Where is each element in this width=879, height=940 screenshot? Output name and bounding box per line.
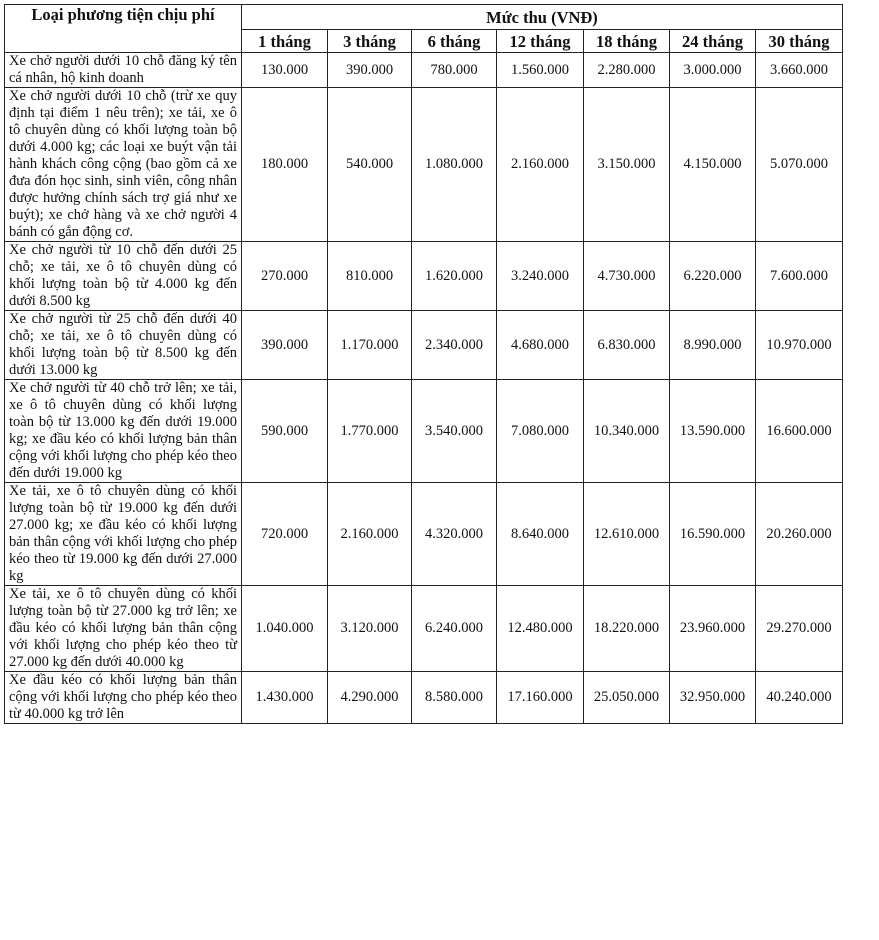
vehicle-type-cell: Xe chở người dưới 10 chỗ (trừ xe quy định tại điểm 1 nêu trên); xe tải, xe ô tô chuyên dùng có khối lượng toàn bộ dưới 4.000 kg; các loại xe buýt vận tải hành khách công cộng (bao gồm cả xe đưa đón học sinh, sinh viên, công nhân được hưởng chính sách trợ giá như xe buýt); xe chở hàng và xe chở người 4 bánh có gắn động cơ. xyxy=(5,88,242,242)
fee-cell: 720.000 xyxy=(242,483,328,586)
fee-cell: 32.950.000 xyxy=(670,672,756,724)
fee-cell: 12.610.000 xyxy=(584,483,670,586)
fee-cell: 780.000 xyxy=(412,53,497,88)
fee-cell: 590.000 xyxy=(242,380,328,483)
fee-cell: 40.240.000 xyxy=(756,672,843,724)
fee-cell: 1.040.000 xyxy=(242,586,328,672)
fee-cell: 7.600.000 xyxy=(756,242,843,311)
table-body xyxy=(5,53,843,724)
fee-cell: 16.590.000 xyxy=(670,483,756,586)
table-row xyxy=(5,483,843,586)
table-row xyxy=(5,242,843,311)
period-header: 30 tháng xyxy=(756,30,843,53)
vehicle-type-cell: Xe chở người từ 10 chỗ đến dưới 25 chỗ; xe tải, xe ô tô chuyên dùng có khối lượng toàn bộ từ 4.000 kg đến dưới 8.500 kg xyxy=(5,242,242,311)
fee-cell: 6.830.000 xyxy=(584,311,670,380)
fee-cell: 3.000.000 xyxy=(670,53,756,88)
fee-cell: 180.000 xyxy=(242,88,328,242)
fee-cell: 2.280.000 xyxy=(584,53,670,88)
fee-cell: 25.050.000 xyxy=(584,672,670,724)
vehicle-type-cell: Xe chở người từ 40 chỗ trở lên; xe tải, xe ô tô chuyên dùng có khối lượng toàn bộ từ 13.000 kg đến dưới 19.000 kg; xe đầu kéo có khối lượng bản thân cộng với khối lượng cho phép kéo theo đến dưới 19.000 kg xyxy=(5,380,242,483)
fee-cell: 29.270.000 xyxy=(756,586,843,672)
vehicle-type-cell: Xe đầu kéo có khối lượng bản thân cộng với khối lượng cho phép kéo theo từ 40.000 kg trở lên xyxy=(5,672,242,724)
fee-cell: 810.000 xyxy=(328,242,412,311)
period-header: 12 tháng xyxy=(497,30,584,53)
fee-cell: 13.590.000 xyxy=(670,380,756,483)
table-row xyxy=(5,311,843,380)
fee-cell: 12.480.000 xyxy=(497,586,584,672)
fee-cell: 20.260.000 xyxy=(756,483,843,586)
fee-cell: 6.240.000 xyxy=(412,586,497,672)
fee-cell: 8.580.000 xyxy=(412,672,497,724)
fee-cell: 1.170.000 xyxy=(328,311,412,380)
period-header: 18 tháng xyxy=(584,30,670,53)
fee-cell: 10.970.000 xyxy=(756,311,843,380)
fee-cell: 270.000 xyxy=(242,242,328,311)
fee-cell: 8.990.000 xyxy=(670,311,756,380)
table-row xyxy=(5,88,843,242)
fee-cell: 3.120.000 xyxy=(328,586,412,672)
fee-table-container xyxy=(4,4,843,724)
fee-cell: 2.340.000 xyxy=(412,311,497,380)
fee-cell: 4.320.000 xyxy=(412,483,497,586)
fee-cell: 17.160.000 xyxy=(497,672,584,724)
road-fee-table xyxy=(4,4,843,724)
fee-cell: 3.540.000 xyxy=(412,380,497,483)
fee-cell: 6.220.000 xyxy=(670,242,756,311)
fee-cell: 1.770.000 xyxy=(328,380,412,483)
fee-cell: 4.680.000 xyxy=(497,311,584,380)
fee-cell: 5.070.000 xyxy=(756,88,843,242)
fee-cell: 540.000 xyxy=(328,88,412,242)
fee-cell: 8.640.000 xyxy=(497,483,584,586)
fee-cell: 4.730.000 xyxy=(584,242,670,311)
period-header: 1 tháng xyxy=(242,30,328,53)
fee-cell: 390.000 xyxy=(242,311,328,380)
period-header: 3 tháng xyxy=(328,30,412,53)
fee-level-header: Mức thu (VNĐ) xyxy=(242,5,843,30)
fee-cell: 1.560.000 xyxy=(497,53,584,88)
fee-cell: 23.960.000 xyxy=(670,586,756,672)
period-header: 24 tháng xyxy=(670,30,756,53)
fee-cell: 3.240.000 xyxy=(497,242,584,311)
vehicle-type-cell: Xe chở người dưới 10 chỗ đăng ký tên cá nhân, hộ kinh doanh xyxy=(5,53,242,88)
fee-cell: 2.160.000 xyxy=(328,483,412,586)
fee-cell: 1.620.000 xyxy=(412,242,497,311)
fee-cell: 10.340.000 xyxy=(584,380,670,483)
vehicle-type-cell: Xe tải, xe ô tô chuyên dùng có khối lượng toàn bộ từ 19.000 kg đến dưới 27.000 kg; xe đầu kéo có khối lượng bản thân cộng với khối lượng cho phép kéo theo từ 19.000 kg đến dưới 27.000 kg xyxy=(5,483,242,586)
table-row xyxy=(5,380,843,483)
fee-cell: 390.000 xyxy=(328,53,412,88)
fee-cell: 4.150.000 xyxy=(670,88,756,242)
table-row xyxy=(5,53,843,88)
vehicle-type-cell: Xe chở người từ 25 chỗ đến dưới 40 chỗ; xe tải, xe ô tô chuyên dùng có khối lượng toàn bộ từ 8.500 kg đến dưới 13.000 kg xyxy=(5,311,242,380)
fee-cell: 1.080.000 xyxy=(412,88,497,242)
fee-cell: 16.600.000 xyxy=(756,380,843,483)
table-row xyxy=(5,672,843,724)
vehicle-type-header: Loại phương tiện chịu phí xyxy=(5,5,242,53)
table-header xyxy=(5,5,843,53)
fee-cell: 4.290.000 xyxy=(328,672,412,724)
fee-cell: 1.430.000 xyxy=(242,672,328,724)
vehicle-type-cell: Xe tải, xe ô tô chuyên dùng có khối lượng toàn bộ từ 27.000 kg trở lên; xe đầu kéo có khối lượng bản thân cộng với khối lượng cho phép kéo theo từ 27.000 kg đến dưới 40.000 kg xyxy=(5,586,242,672)
fee-cell: 2.160.000 xyxy=(497,88,584,242)
fee-cell: 3.660.000 xyxy=(756,53,843,88)
table-row xyxy=(5,586,843,672)
fee-cell: 7.080.000 xyxy=(497,380,584,483)
fee-cell: 130.000 xyxy=(242,53,328,88)
fee-cell: 18.220.000 xyxy=(584,586,670,672)
period-header: 6 tháng xyxy=(412,30,497,53)
fee-cell: 3.150.000 xyxy=(584,88,670,242)
header-row-group xyxy=(5,5,843,30)
